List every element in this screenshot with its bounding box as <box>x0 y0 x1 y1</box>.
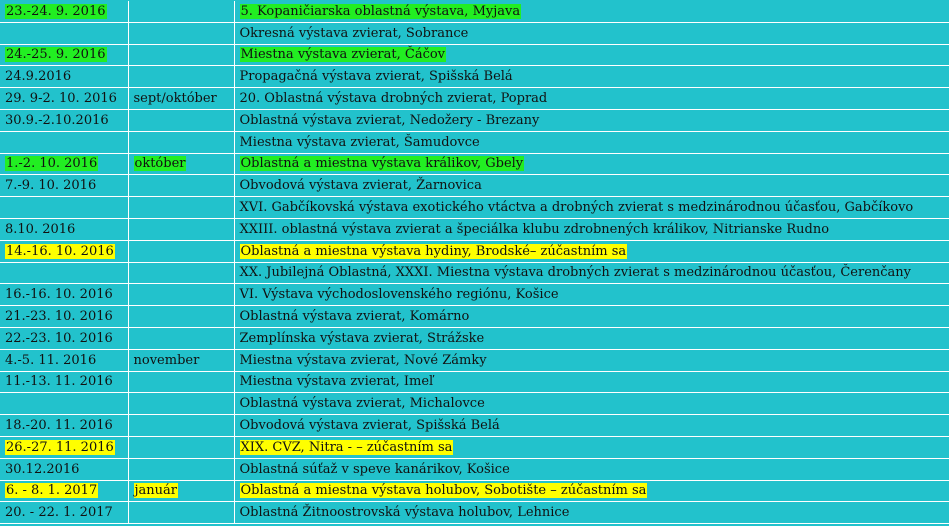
event-cell <box>234 66 949 88</box>
event-cell-text: Miestna výstava zvierat, Imeľ <box>239 374 434 390</box>
date-cell <box>0 262 128 284</box>
table-row <box>0 109 949 131</box>
month-cell <box>128 371 234 393</box>
event-cell-text: Oblastná a miestna výstava holubov, Sobotište – zúčastním sa <box>240 483 647 499</box>
month-cell <box>128 109 234 131</box>
month-cell <box>128 327 234 349</box>
date-cell <box>0 153 128 175</box>
event-cell <box>234 88 949 110</box>
event-cell-text: Obvodová výstava zvierat, Žarnovica <box>239 178 482 194</box>
event-cell-text: Miestna výstava zvierat, Čáčov <box>240 47 446 63</box>
date-cell <box>0 197 128 219</box>
month-cell-text: október <box>134 156 186 172</box>
month-cell <box>128 458 234 480</box>
date-cell-text: 22.-23. 10. 2016 <box>5 330 113 346</box>
event-cell <box>234 240 949 262</box>
month-cell-text: január <box>134 483 177 499</box>
date-cell-text: 20. - 22. 1. 2017 <box>5 505 113 521</box>
date-cell <box>0 415 128 437</box>
date-cell-text: 30.9.-2.10.2016 <box>5 112 109 128</box>
table-row <box>0 153 949 175</box>
date-cell <box>0 306 128 328</box>
date-cell-text: 24.-25. 9. 2016 <box>6 47 106 63</box>
event-cell <box>234 262 949 284</box>
event-cell-text: 5. Kopaničiarska oblastná výstava, Myjava <box>240 3 521 19</box>
month-cell <box>128 153 234 175</box>
table-row <box>0 44 949 66</box>
event-cell-text: Oblastná výstava zvierat, Komárno <box>239 309 470 325</box>
date-cell <box>0 393 128 415</box>
event-cell <box>234 393 949 415</box>
table-row <box>0 371 949 393</box>
event-cell <box>234 371 949 393</box>
event-cell <box>234 327 949 349</box>
table-row <box>0 415 949 437</box>
table-row <box>0 262 949 284</box>
month-cell <box>128 1 234 22</box>
event-cell <box>234 306 949 328</box>
month-cell <box>128 393 234 415</box>
event-cell-text: Miestna výstava zvierat, Nové Zámky <box>239 352 487 368</box>
event-cell <box>234 22 949 44</box>
table-row <box>0 502 949 524</box>
event-cell-text: Zemplínska výstava zvierat, Strážske <box>239 330 485 346</box>
date-cell-text: 18.-20. 11. 2016 <box>5 418 113 434</box>
event-cell-text: Obvodová výstava zvierat, Spišská Belá <box>239 418 500 434</box>
table-row <box>0 349 949 371</box>
event-cell <box>234 436 949 458</box>
table-row <box>0 458 949 480</box>
event-cell-text: XVI. Gabčíkovská výstava exotického vtáctva a drobných zvierat s medzinárodnou účasťou, Gabčíkovo <box>239 200 914 216</box>
date-cell <box>0 436 128 458</box>
date-cell-text: 29. 9-2. 10. 2016 <box>5 91 117 107</box>
date-cell-text: 6. - 8. 1. 2017 <box>6 483 98 499</box>
table-row <box>0 327 949 349</box>
date-cell <box>0 44 128 66</box>
event-cell <box>234 131 949 153</box>
month-cell <box>128 262 234 284</box>
event-cell-text: Okresná výstava zvierat, Sobrance <box>239 25 469 41</box>
table-row <box>0 22 949 44</box>
event-cell-text: XIX. CVZ, Nitra - – zúčastním sa <box>240 439 453 455</box>
date-cell-text: 1.-2. 10. 2016 <box>6 156 98 172</box>
date-cell-text: 24.9.2016 <box>5 69 72 85</box>
month-cell <box>128 131 234 153</box>
date-cell <box>0 240 128 262</box>
date-cell-text: 4.-5. 11. 2016 <box>5 352 97 368</box>
date-cell-text: 11.-13. 11. 2016 <box>5 374 113 390</box>
month-cell-text: sept/október <box>133 91 217 107</box>
date-cell-text: 21.-23. 10. 2016 <box>5 309 113 325</box>
date-cell <box>0 327 128 349</box>
date-cell <box>0 480 128 502</box>
date-cell-text: 30.12.2016 <box>5 461 80 477</box>
month-cell <box>128 436 234 458</box>
event-cell <box>234 480 949 502</box>
table-row <box>0 393 949 415</box>
event-cell-text: Propagačná výstava zvierat, Spišská Belá <box>239 69 513 85</box>
event-cell-text: 20. Oblastná výstava drobných zvierat, Poprad <box>239 91 548 107</box>
event-cell-text: Miestna výstava zvierat, Šamudovce <box>239 134 480 150</box>
event-cell-text: VI. Výstava východoslovenského regiónu, Košice <box>239 287 559 303</box>
date-cell <box>0 175 128 197</box>
date-cell <box>0 371 128 393</box>
month-cell <box>128 88 234 110</box>
event-cell <box>234 1 949 22</box>
event-cell-text: XX. Jubilejná Oblastná, XXXI. Miestna výstava drobných zvierat s medzinárodnou účasťou, Čerenčany <box>239 265 912 281</box>
event-cell-text: Oblastná výstava zvierat, Nedožery - Brezany <box>239 112 540 128</box>
date-cell <box>0 22 128 44</box>
table-row <box>0 480 949 502</box>
month-cell <box>128 306 234 328</box>
date-cell <box>0 218 128 240</box>
table-row <box>0 1 949 22</box>
month-cell <box>128 502 234 524</box>
event-cell-text: XXIII. oblastná výstava zvierat a špeciálka klubu zdrobnených králikov, Nitrianske Rudno <box>239 221 830 237</box>
month-cell <box>128 240 234 262</box>
month-cell <box>128 197 234 219</box>
event-cell <box>234 458 949 480</box>
date-cell <box>0 131 128 153</box>
event-cell <box>234 109 949 131</box>
event-cell-text: Oblastná a miestna výstava králikov, Gbely <box>240 156 524 172</box>
date-cell <box>0 88 128 110</box>
month-cell <box>128 480 234 502</box>
table-row <box>0 131 949 153</box>
date-cell-text: 8.10. 2016 <box>5 221 76 237</box>
month-cell <box>128 218 234 240</box>
date-cell <box>0 1 128 22</box>
table-row <box>0 197 949 219</box>
table-row <box>0 284 949 306</box>
event-cell <box>234 349 949 371</box>
table-row <box>0 175 949 197</box>
date-cell-text: 16.-16. 10. 2016 <box>5 287 113 303</box>
table-row <box>0 240 949 262</box>
month-cell-text: november <box>133 352 200 368</box>
month-cell <box>128 349 234 371</box>
event-cell-text: Oblastná a miestna výstava hydiny, Brodské– zúčastním sa <box>240 243 627 259</box>
event-cell <box>234 153 949 175</box>
date-cell-text: 26.-27. 11. 2016 <box>6 439 114 455</box>
event-cell <box>234 502 949 524</box>
table-row <box>0 436 949 458</box>
event-cell <box>234 175 949 197</box>
date-cell <box>0 66 128 88</box>
events-table <box>0 1 949 524</box>
event-cell <box>234 197 949 219</box>
date-cell-text: 14.-16. 10. 2016 <box>6 243 114 259</box>
month-cell <box>128 66 234 88</box>
date-cell <box>0 502 128 524</box>
table-row <box>0 66 949 88</box>
month-cell <box>128 22 234 44</box>
event-cell <box>234 284 949 306</box>
event-cell-text: Oblastná súťaž v speve kanárikov, Košice <box>239 461 510 477</box>
event-cell <box>234 218 949 240</box>
month-cell <box>128 415 234 437</box>
event-cell-text: Oblastná výstava zvierat, Michalovce <box>239 396 485 412</box>
month-cell <box>128 44 234 66</box>
event-cell <box>234 44 949 66</box>
date-cell-text: 7.-9. 10. 2016 <box>5 178 97 194</box>
event-cell <box>234 415 949 437</box>
date-cell-text: 23.-24. 9. 2016 <box>6 3 106 19</box>
table-row <box>0 218 949 240</box>
table-row <box>0 306 949 328</box>
date-cell <box>0 349 128 371</box>
month-cell <box>128 175 234 197</box>
date-cell <box>0 109 128 131</box>
events-table-body <box>0 1 949 524</box>
date-cell <box>0 284 128 306</box>
date-cell <box>0 458 128 480</box>
event-cell-text: Oblastná Žitnoostrovská výstava holubov, Lehnice <box>239 505 570 521</box>
table-row <box>0 88 949 110</box>
month-cell <box>128 284 234 306</box>
